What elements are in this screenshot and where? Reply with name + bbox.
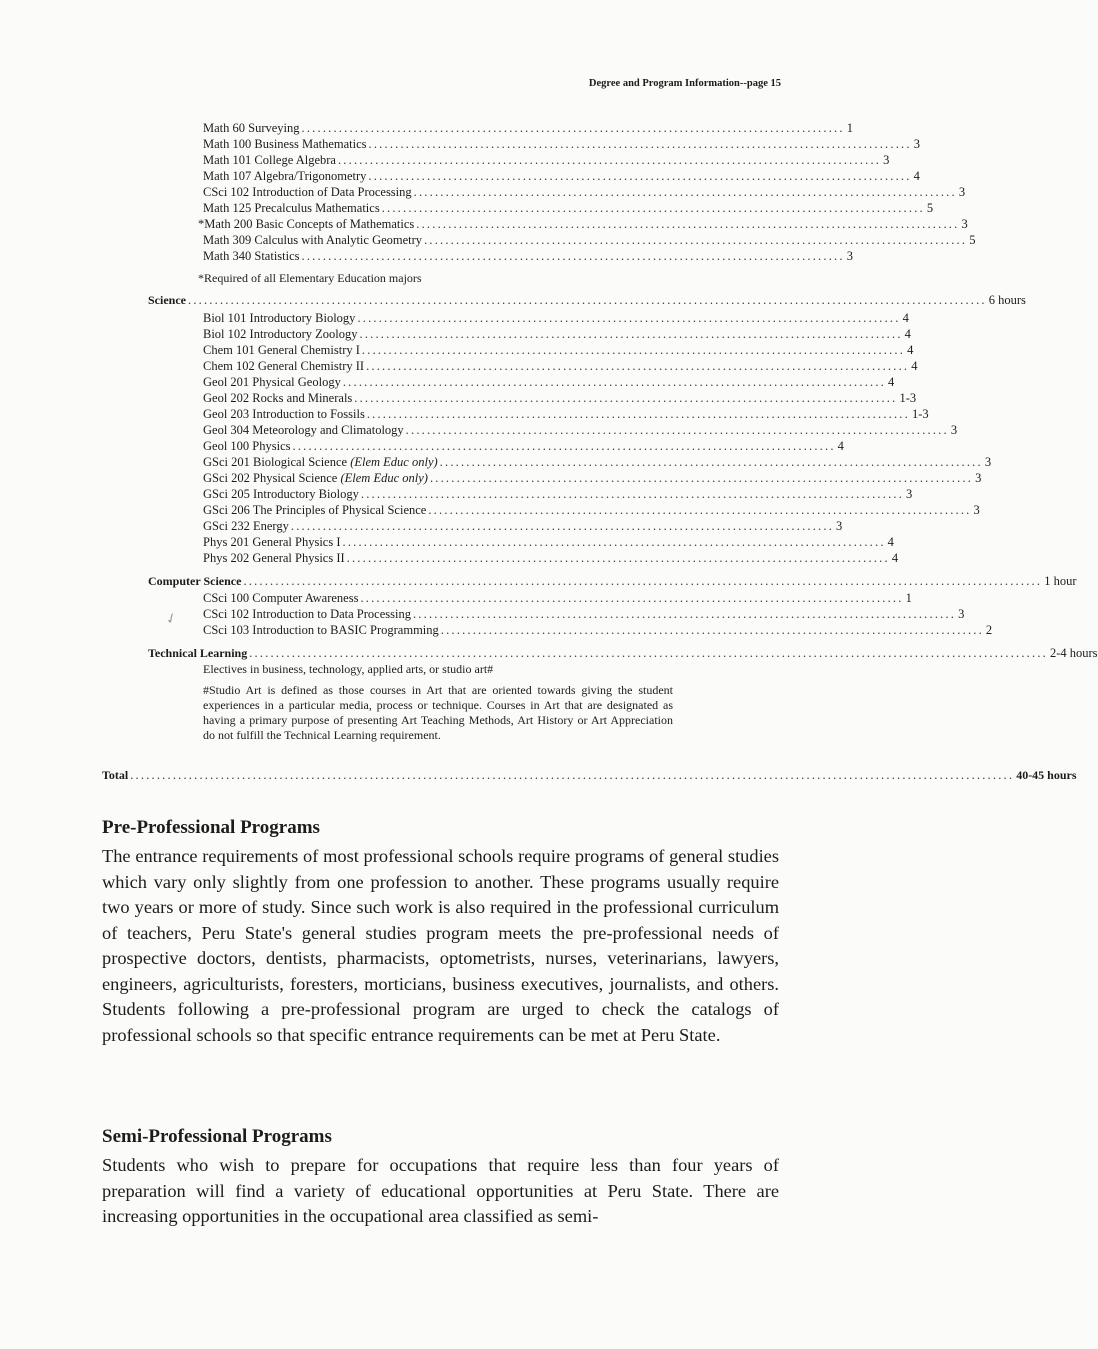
science-course-row: GSci 201 Biological Science (Elem Educ only) ...................................................................................................... 3 bbox=[203, 455, 992, 469]
course-hours: 4 bbox=[911, 359, 918, 373]
course-hours: 1 bbox=[846, 121, 853, 135]
heading-pre-professional: Pre-Professional Programs bbox=[102, 817, 320, 838]
course-name: Geol 100 Physics bbox=[203, 439, 291, 453]
running-head: Degree and Program Information--page 15 bbox=[588, 78, 781, 89]
science-course-row: Chem 101 General Chemistry I ...................................................................................................... 4 bbox=[203, 343, 914, 357]
total-label: Total bbox=[102, 768, 129, 782]
course-hours: 4 bbox=[887, 535, 894, 549]
science-course-row: Geol 201 Physical Geology ...................................................................................................... 4 bbox=[203, 375, 895, 389]
course-hours: 1 bbox=[905, 591, 912, 605]
course-name: GSci 232 Energy bbox=[203, 519, 289, 533]
course-name: *Math 200 Basic Concepts of Mathematics bbox=[198, 217, 415, 231]
math-course-row: Math 107 Algebra/Trigonometry ...................................................................................................... 4 bbox=[203, 169, 920, 183]
course-name: GSci 206 The Principles of Physical Science bbox=[203, 503, 427, 517]
math-course-row: Math 340 Statistics ...................................................................................................... 3 bbox=[203, 249, 853, 263]
course-name: Geol 202 Rocks and Minerals bbox=[203, 391, 353, 405]
course-hours: 3 bbox=[906, 487, 913, 501]
science-course-row: Phys 201 General Physics I ...................................................................................................... 4 bbox=[203, 535, 894, 549]
science-course-row: Biol 101 Introductory Biology ...................................................................................................... 4 bbox=[203, 311, 909, 325]
science-course-row: GSci 205 Introductory Biology ...................................................................................................... 3 bbox=[203, 487, 913, 501]
category-technical-learning: Technical Learning ...................................................................................................................................................... 2-4 hours bbox=[148, 646, 1098, 660]
course-hours: 3 bbox=[846, 249, 853, 263]
science-course-row: Geol 100 Physics ...................................................................................................... 4 bbox=[203, 439, 844, 453]
course-hours: 4 bbox=[888, 375, 895, 389]
course-name: GSci 205 Introductory Biology bbox=[203, 487, 359, 501]
course-hours: 3 bbox=[961, 217, 968, 231]
studio-art-footnote: #Studio Art is defined as those courses in Art that are oriented towards giving the student experiences in a particular media, process or technique. Courses in Art that are designated as having a primary purpose of presenting Art Teaching Methods, Art History or Art Appreciation do not fulfill the Technical Learning requirement. bbox=[203, 683, 673, 742]
course-hours: 3 bbox=[958, 185, 966, 199]
course-name: Math 107 Algebra/Trigonometry bbox=[203, 169, 367, 183]
course-name: Math 101 College Algebra bbox=[203, 153, 336, 167]
science-course-row: Geol 203 Introduction to Fossils ...................................................................................................... 1-3 bbox=[203, 407, 929, 421]
technical-electives: Electives in business, technology, applied arts, or studio art# bbox=[203, 662, 494, 676]
course-hours: 2 bbox=[985, 623, 993, 637]
category-computer-science: Computer Science ...................................................................................................................................................... 1 hour bbox=[148, 574, 1077, 588]
science-course-row: Chem 102 General Chemistry II ...................................................................................................... 4 bbox=[203, 359, 918, 373]
math-course-row: Math 100 Business Mathematics ...................................................................................................... 3 bbox=[203, 137, 920, 151]
category-label: Science bbox=[148, 293, 186, 307]
course-hours: 3 bbox=[950, 423, 958, 437]
course-name: Math 125 Precalculus Mathematics bbox=[203, 201, 380, 215]
cs-course-row: CSci 102 Introduction to Data Processing ...................................................................................................... 3 bbox=[203, 607, 965, 621]
course-name: Geol 203 Introduction to Fossils bbox=[203, 407, 365, 421]
course-hours: 5 bbox=[926, 201, 934, 215]
course-hours: 3 bbox=[975, 471, 982, 485]
course-name: Chem 102 General Chemistry II bbox=[203, 359, 365, 373]
course-name: Geol 201 Physical Geology bbox=[203, 375, 341, 389]
course-name: GSci 201 Biological Science (Elem Educ only) bbox=[203, 455, 438, 469]
category-hours: 2-4 hours bbox=[1049, 646, 1098, 660]
course-name: Math 100 Business Mathematics bbox=[203, 137, 367, 151]
heading-semi-professional: Semi-Professional Programs bbox=[102, 1126, 332, 1147]
course-hours: 4 bbox=[907, 343, 914, 357]
course-hours: 4 bbox=[904, 327, 911, 341]
science-course-row: GSci 206 The Principles of Physical Science ...................................................................................................... 3 bbox=[203, 503, 980, 517]
math-footnote: *Required of all Elementary Education majors bbox=[198, 271, 422, 285]
total-hours: 40-45 hours bbox=[1016, 768, 1077, 782]
course-hours: 1-3 bbox=[899, 391, 917, 405]
course-name: CSci 103 Introduction to BASIC Programming bbox=[203, 623, 439, 637]
science-course-row: GSci 232 Energy ...................................................................................................... 3 bbox=[203, 519, 843, 533]
course-name: Biol 101 Introductory Biology bbox=[203, 311, 356, 325]
math-course-row: Math 309 Calculus with Analytic Geometry ...................................................................................................... 5 bbox=[203, 233, 976, 247]
math-course-row: CSci 102 Introduction of Data Processing ...................................................................................................... 3 bbox=[203, 185, 966, 199]
course-qualifier: (Elem Educ only) bbox=[340, 471, 428, 485]
category-label: Computer Science bbox=[148, 574, 242, 588]
course-hours: 5 bbox=[969, 233, 976, 247]
course-name: Biol 102 Introductory Zoology bbox=[203, 327, 358, 341]
course-name: CSci 100 Computer Awareness bbox=[203, 591, 359, 605]
course-hours: 4 bbox=[891, 551, 899, 565]
semi-professional-paragraph: Students who wish to prepare for occupations that require less than four years of preparation will find a variety of educational opportunities at Peru State. There are increasing opportunities in the occupational area classified as semi- bbox=[102, 1155, 779, 1226]
course-hours: 4 bbox=[913, 169, 920, 183]
category-hours: 1 hour bbox=[1044, 574, 1077, 588]
course-hours: 4 bbox=[902, 311, 909, 325]
math-course-row: Math 60 Surveying ...................................................................................................... 1 bbox=[203, 121, 853, 135]
course-name: CSci 102 Introduction of Data Processing bbox=[203, 185, 412, 199]
pencil-checkmark-icon: ✓ bbox=[163, 610, 181, 629]
course-name: Math 309 Calculus with Analytic Geometry bbox=[203, 233, 423, 247]
course-name: Chem 101 General Chemistry I bbox=[203, 343, 360, 357]
science-course-row: GSci 202 Physical Science (Elem Educ only) ...................................................................................................... 3 bbox=[203, 471, 982, 485]
course-hours: 4 bbox=[837, 439, 844, 453]
total-row: Total ...................................................................................................................................................................... 40-45 hours bbox=[102, 768, 1077, 782]
course-hours: 3 bbox=[883, 153, 890, 167]
course-hours: 3 bbox=[913, 137, 920, 151]
course-name: GSci 202 Physical Science (Elem Educ only) bbox=[203, 471, 428, 485]
course-name: Phys 201 General Physics I bbox=[203, 535, 341, 549]
course-name: Math 340 Statistics bbox=[203, 249, 300, 263]
math-course-row: *Math 200 Basic Concepts of Mathematics ...................................................................................................... 3 bbox=[198, 217, 968, 231]
category-hours: 6 hours bbox=[988, 293, 1026, 307]
course-name: Geol 304 Meteorology and Climatology bbox=[203, 423, 404, 437]
course-name: CSci 102 Introduction to Data Processing bbox=[203, 607, 411, 621]
course-hours: 3 bbox=[958, 607, 965, 621]
course-hours: 3 bbox=[836, 519, 843, 533]
course-hours: 3 bbox=[973, 503, 980, 517]
math-course-row: Math 125 Precalculus Mathematics ...................................................................................................... 5 bbox=[203, 201, 934, 215]
course-name: Phys 202 General Physics II bbox=[203, 551, 345, 565]
cs-course-row: CSci 103 Introduction to BASIC Programming ...................................................................................................... 2 bbox=[203, 623, 993, 637]
math-course-row: Math 101 College Algebra ...................................................................................................... 3 bbox=[203, 153, 890, 167]
course-hours: 1-3 bbox=[911, 407, 929, 421]
science-course-row: Phys 202 General Physics II ...................................................................................................... 4 bbox=[203, 551, 899, 565]
science-course-row: Geol 202 Rocks and Minerals ...................................................................................................... 1-3 bbox=[203, 391, 917, 405]
pre-professional-paragraph: The entrance requirements of most professional schools require programs of general studies which vary only slightly from one profession to another. These programs usually require two years or more of study. Since such work is also required in the professional curriculum of teachers, Peru State's general studies program meets the pre-professional needs of prospective doctors, dentists, pharmacists, optometrists, nurses, veterinarians, lawyers, engineers, agriculturists, foresters, morticians, business executives, journalists, and others. Students following a pre-professional program are urged to check the catalogs of professional schools so that specific entrance requirements can be met at Peru State. bbox=[102, 846, 779, 1045]
course-name: Math 60 Surveying bbox=[203, 121, 300, 135]
course-qualifier: (Elem Educ only) bbox=[350, 455, 438, 469]
course-hours: 3 bbox=[984, 455, 992, 469]
category-label: Technical Learning bbox=[148, 646, 248, 660]
category-science: Science ...................................................................................................................................................... 6 hours bbox=[148, 293, 1026, 307]
science-course-row: Geol 304 Meteorology and Climatology ...................................................................................................... 3 bbox=[203, 423, 958, 437]
cs-course-row: CSci 100 Computer Awareness ...................................................................................................... 1 bbox=[203, 591, 912, 605]
science-course-row: Biol 102 Introductory Zoology ...................................................................................................... 4 bbox=[203, 327, 911, 341]
